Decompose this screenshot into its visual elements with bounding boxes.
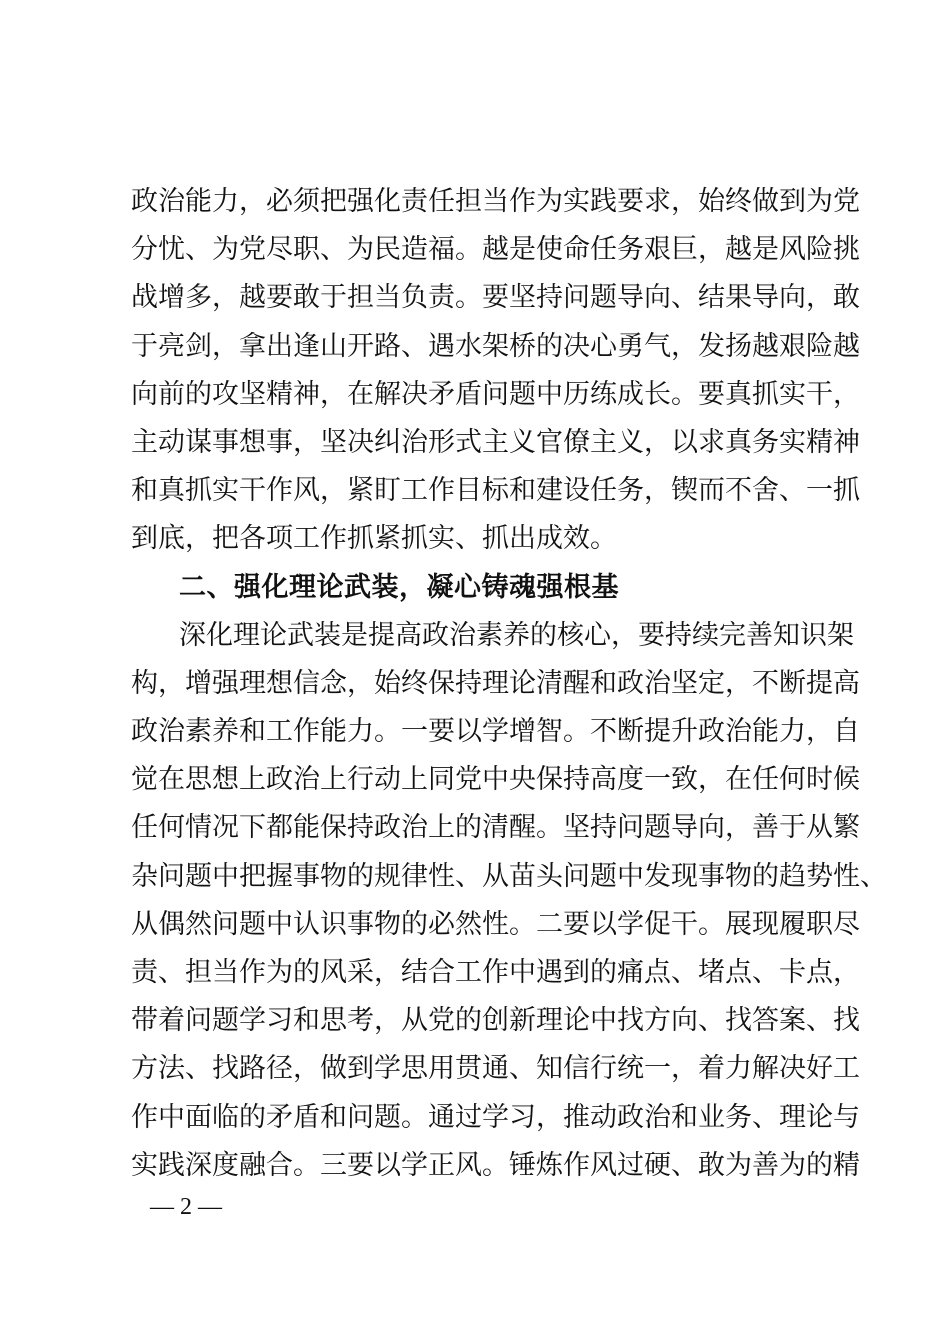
page-number: — 2 — <box>150 1194 222 1220</box>
text-line: 和真抓实干作风，紧盯工作目标和建设任务，锲而不舍、一抓 <box>131 475 860 507</box>
text-line: 杂问题中把握事物的规律性、从苗头问题中发现事物的趋势性、 <box>131 860 887 892</box>
text-line: 作中面临的矛盾和问题。通过学习，推动政治和业务、理论与 <box>131 1101 860 1133</box>
body-text <box>131 178 887 1190</box>
text-line: 政治素养和工作能力。一要以学增智。不断提升政治能力，自 <box>131 716 860 748</box>
text-line: 主动谋事想事，坚决纠治形式主义官僚主义，以求真务实精神 <box>131 426 860 458</box>
text-line: 政治能力，必须把强化责任担当作为实践要求，始终做到为党 <box>131 186 860 217</box>
text-line: 构，增强理想信念，始终保持理论清醒和政治坚定，不断提高 <box>131 667 860 699</box>
text-line: 任何情况下都能保持政治上的清醒。坚持问题导向，善于从繁 <box>131 812 860 844</box>
text-line: 于亮剑，拿出逢山开路、遇水架桥的决心勇气，发扬越艰险越 <box>131 330 860 362</box>
text-line: 实践深度融合。三要以学正风。锤炼作风过硬、敢为善为的精 <box>131 1149 860 1181</box>
text-line: 觉在思想上政治上行动上同党中央保持高度一致，在任何时候 <box>131 764 860 796</box>
section-heading: 二、强化理论武装，凝心铸魂强根基 <box>179 571 619 603</box>
text-line: 责、担当作为的风采，结合工作中遇到的痛点、堵点、卡点， <box>131 957 860 988</box>
paragraph-first-line: 深化理论武装是提高政治素养的核心，要持续完善知识架 <box>179 619 854 651</box>
text-line: 分忧、为党尽职、为民造福。越是使命任务艰巨，越是风险挑 <box>131 234 860 266</box>
text-line: 从偶然问题中认识事物的必然性。二要以学促干。展现履职尽 <box>131 908 860 940</box>
text-line: 方法、找路径，做到学思用贯通、知信行统一，着力解决好工 <box>131 1053 860 1085</box>
text-line: 带着问题学习和思考，从党的创新理论中找方向、找答案、找 <box>131 1005 860 1037</box>
text-line: 战增多，越要敢于担当负责。要坚持问题导向、结果导向，敢 <box>131 282 860 314</box>
text-line: 到底，把各项工作抓紧抓实、抓出成效。 <box>131 523 617 555</box>
text-line: 向前的攻坚精神，在解决矛盾问题中历练成长。要真抓实干， <box>131 378 860 410</box>
